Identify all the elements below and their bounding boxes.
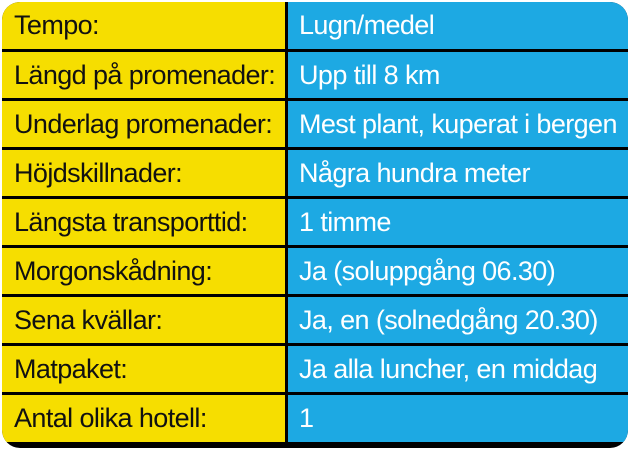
table-row-morning-watching — [2, 248, 628, 294]
row-label: Tempo: — [2, 2, 285, 49]
row-value: Ja alla luncher, en middag — [288, 346, 628, 392]
row-value: 1 — [288, 395, 628, 442]
row-value: Upp till 8 km — [288, 52, 628, 98]
row-value: 1 timme — [288, 199, 628, 245]
row-value: Ja (soluppgång 06.30) — [288, 248, 628, 294]
row-label: Sena kvällar: — [2, 297, 285, 343]
row-value: Ja, en (solnedgång 20.30) — [288, 297, 628, 343]
table-row-late-evenings — [2, 297, 628, 343]
table-row-packed-meals — [2, 346, 628, 392]
table-row-walk-surface — [2, 101, 628, 147]
table-row-transport-time — [2, 199, 628, 245]
table-row-hotel-count — [2, 395, 628, 442]
row-label: Underlag promenader: — [2, 101, 285, 147]
table-row-elevation — [2, 150, 628, 196]
row-label: Morgonskådning: — [2, 248, 285, 294]
row-label: Antal olika hotell: — [2, 395, 285, 442]
row-label: Längsta transporttid: — [2, 199, 285, 245]
row-value: Lugn/medel — [288, 2, 628, 49]
row-value: Mest plant, kuperat i bergen — [288, 101, 628, 147]
row-value: Några hundra meter — [288, 150, 628, 196]
table-row-tempo — [2, 2, 628, 49]
row-label: Matpaket: — [2, 346, 285, 392]
trip-info-table — [2, 2, 628, 448]
row-label: Längd på promenader: — [2, 52, 285, 98]
table-row-walk-length — [2, 52, 628, 98]
row-label: Höjdskillnader: — [2, 150, 285, 196]
